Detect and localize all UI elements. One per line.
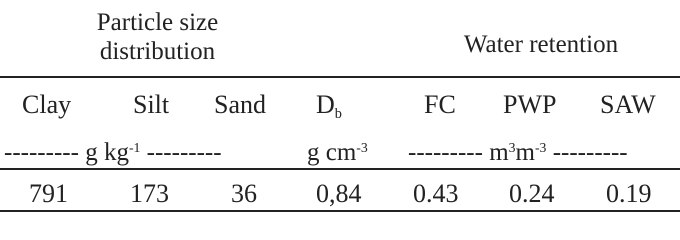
col-header-pwp: PWP	[503, 90, 557, 119]
unit-water-retention	[408, 140, 628, 165]
cell-saw: 0.19	[606, 179, 652, 208]
unit-g-kg: g $kg^{-1}$	[85, 139, 141, 166]
group-header-water-retention: Water retention	[463, 31, 619, 58]
group-header-particle-size	[55, 8, 260, 66]
col-header-silt: Silt	[133, 90, 170, 119]
col-header-db	[316, 90, 342, 122]
unit-dashes-right-b: ---------	[552, 139, 628, 166]
unit-dashes-right-a: ---------	[408, 139, 483, 166]
cell-clay: 791	[29, 179, 68, 208]
group-header-particle-line1: Particle size	[96, 9, 219, 36]
col-header-sand: Sand	[214, 90, 266, 119]
col-header-clay: Clay	[22, 90, 72, 119]
group-header-particle-line2: distribution	[99, 38, 216, 65]
unit-dashes-mid: ---------	[146, 139, 222, 166]
cell-pwp: 0.24	[509, 179, 555, 208]
unit-m3-m3: $m^3m^{-3}$	[489, 139, 547, 166]
unit-dashes-left: ---------	[4, 139, 79, 166]
top-rule	[0, 76, 680, 78]
cell-fc: 0.43	[413, 179, 459, 208]
col-header-fc: FC	[424, 90, 456, 119]
col-header-db-main: D	[316, 90, 335, 119]
col-header-db-subscript: b	[334, 106, 342, 122]
cell-sand: 36	[231, 179, 257, 208]
bottom-rule	[0, 210, 680, 212]
unit-row	[4, 140, 222, 165]
cell-silt: 173	[130, 179, 169, 208]
unit-g-cm3: g $cm^{-3}$	[307, 139, 368, 166]
cell-db: 0,84	[316, 179, 362, 208]
col-header-saw: SAW	[600, 90, 656, 119]
mid-rule	[0, 168, 680, 170]
